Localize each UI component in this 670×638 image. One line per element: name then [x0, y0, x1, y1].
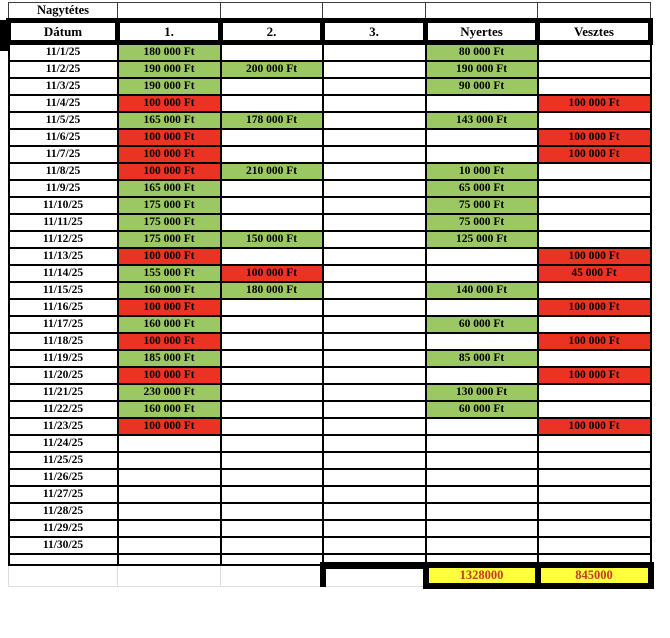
bet1-cell[interactable]: 230 000 Ft	[118, 384, 221, 401]
table-row	[9, 503, 651, 520]
bet2-cell[interactable]	[221, 503, 323, 520]
sheet-title-cell[interactable]: Nagytétes	[9, 3, 118, 21]
vesztes-cell[interactable]	[538, 214, 651, 231]
nyertes-cell[interactable]: 65 000 Ft	[426, 180, 538, 197]
vesztes-cell[interactable]	[538, 61, 651, 78]
column-header-datum[interactable]: Dátum	[9, 21, 118, 43]
bet1-cell[interactable]: 155 000 Ft	[118, 265, 221, 282]
vesztes-cell[interactable]	[538, 452, 651, 469]
date-cell[interactable]: 11/15/25	[9, 282, 118, 299]
bet1-cell[interactable]	[118, 520, 221, 537]
bet1-cell[interactable]: 100 000 Ft	[118, 163, 221, 180]
table-row	[9, 282, 651, 299]
empty-cell[interactable]	[9, 554, 118, 565]
empty-cell[interactable]	[426, 554, 538, 565]
bet2-cell[interactable]	[221, 78, 323, 95]
vesztes-cell[interactable]: 100 000 Ft	[538, 95, 651, 112]
nyertes-cell[interactable]: 90 000 Ft	[426, 78, 538, 95]
vesztes-cell[interactable]	[538, 435, 651, 452]
bet3-cell[interactable]	[323, 95, 426, 112]
table-row	[9, 469, 651, 486]
date-cell[interactable]: 11/7/25	[9, 146, 118, 163]
nyertes-cell[interactable]	[426, 486, 538, 503]
total-win-cell[interactable]: 1328000	[426, 565, 538, 586]
bet1-cell[interactable]: 165 000 Ft	[118, 180, 221, 197]
nyertes-cell[interactable]: 140 000 Ft	[426, 282, 538, 299]
nyertes-cell[interactable]	[426, 418, 538, 435]
table-row	[9, 197, 651, 214]
date-cell[interactable]: 11/8/25	[9, 163, 118, 180]
empty-cell[interactable]	[118, 3, 221, 21]
nyertes-cell[interactable]: 75 000 Ft	[426, 214, 538, 231]
bet3-cell[interactable]	[323, 316, 426, 333]
vesztes-cell[interactable]: 100 000 Ft	[538, 367, 651, 384]
bet1-cell[interactable]	[118, 469, 221, 486]
table-row	[9, 129, 651, 146]
date-cell[interactable]: 11/25/25	[9, 452, 118, 469]
nyertes-cell[interactable]: 85 000 Ft	[426, 350, 538, 367]
bet3-cell[interactable]	[323, 61, 426, 78]
table-row	[9, 401, 651, 418]
nyertes-cell[interactable]	[426, 95, 538, 112]
date-cell[interactable]: 11/4/25	[9, 95, 118, 112]
table-row	[9, 146, 651, 163]
vesztes-cell[interactable]	[538, 231, 651, 248]
date-cell[interactable]: 11/24/25	[9, 435, 118, 452]
bet2-cell[interactable]	[221, 43, 323, 62]
vesztes-cell[interactable]: 100 000 Ft	[538, 129, 651, 146]
nyertes-cell[interactable]	[426, 452, 538, 469]
vesztes-cell[interactable]: 100 000 Ft	[538, 418, 651, 435]
column-header-nyertes[interactable]: Nyertes	[426, 21, 538, 43]
bet1-cell[interactable]: 160 000 Ft	[118, 401, 221, 418]
bet3-cell[interactable]	[323, 418, 426, 435]
vesztes-cell[interactable]	[538, 469, 651, 486]
nyertes-cell[interactable]	[426, 520, 538, 537]
table-row	[9, 180, 651, 197]
vesztes-cell[interactable]	[538, 282, 651, 299]
bet3-cell[interactable]	[323, 503, 426, 520]
empty-cell[interactable]	[538, 3, 651, 21]
bet3-cell[interactable]	[323, 384, 426, 401]
date-cell[interactable]: 11/17/25	[9, 316, 118, 333]
empty-cell[interactable]	[538, 554, 651, 565]
nyertes-cell[interactable]	[426, 333, 538, 350]
empty-cell[interactable]	[221, 554, 323, 565]
bet3-cell[interactable]	[323, 129, 426, 146]
bet1-cell[interactable]: 175 000 Ft	[118, 214, 221, 231]
bet1-cell[interactable]: 100 000 Ft	[118, 418, 221, 435]
empty-cell[interactable]	[323, 3, 426, 21]
nyertes-cell[interactable]	[426, 469, 538, 486]
bet3-cell[interactable]	[323, 299, 426, 316]
column-header-vesztes[interactable]: Vesztes	[538, 21, 651, 43]
bet1-cell[interactable]: 175 000 Ft	[118, 197, 221, 214]
column-header-bet1[interactable]: 1.	[118, 21, 221, 43]
nyertes-cell[interactable]	[426, 503, 538, 520]
date-cell[interactable]: 11/21/25	[9, 384, 118, 401]
date-cell[interactable]: 11/2/25	[9, 61, 118, 78]
bet2-cell[interactable]	[221, 333, 323, 350]
vesztes-cell[interactable]: 100 000 Ft	[538, 146, 651, 163]
bet3-cell[interactable]	[323, 265, 426, 282]
table-row	[9, 435, 651, 452]
vesztes-cell[interactable]	[538, 520, 651, 537]
bet3-cell[interactable]	[323, 350, 426, 367]
date-cell[interactable]: 11/30/25	[9, 537, 118, 554]
bet2-cell[interactable]	[221, 248, 323, 265]
empty-cell[interactable]	[9, 565, 118, 586]
title-row	[9, 3, 651, 21]
bet1-cell[interactable]: 100 000 Ft	[118, 95, 221, 112]
date-cell[interactable]: 11/19/25	[9, 350, 118, 367]
bet2-cell[interactable]: 178 000 Ft	[221, 112, 323, 129]
bet2-cell[interactable]	[221, 367, 323, 384]
nyertes-cell[interactable]: 75 000 Ft	[426, 197, 538, 214]
nyertes-cell[interactable]: 60 000 Ft	[426, 316, 538, 333]
bet2-cell[interactable]: 200 000 Ft	[221, 61, 323, 78]
bet1-cell[interactable]: 160 000 Ft	[118, 282, 221, 299]
vesztes-cell[interactable]	[538, 384, 651, 401]
bet3-cell[interactable]	[323, 180, 426, 197]
nyertes-cell[interactable]	[426, 435, 538, 452]
nyertes-cell[interactable]	[426, 146, 538, 163]
date-cell[interactable]: 11/28/25	[9, 503, 118, 520]
vesztes-cell[interactable]	[538, 43, 651, 62]
bet1-cell[interactable]: 100 000 Ft	[118, 248, 221, 265]
vesztes-cell[interactable]	[538, 503, 651, 520]
bet2-cell[interactable]: 210 000 Ft	[221, 163, 323, 180]
date-cell[interactable]: 11/10/25	[9, 197, 118, 214]
date-cell[interactable]: 11/23/25	[9, 418, 118, 435]
table-row	[9, 95, 651, 112]
table-row	[9, 265, 651, 282]
bet1-cell[interactable]: 160 000 Ft	[118, 316, 221, 333]
bet3-cell[interactable]	[323, 435, 426, 452]
nyertes-cell[interactable]	[426, 537, 538, 554]
bet3-cell[interactable]	[323, 486, 426, 503]
bet1-cell[interactable]: 175 000 Ft	[118, 231, 221, 248]
bet2-cell[interactable]	[221, 401, 323, 418]
empty-cell[interactable]	[118, 565, 221, 586]
vesztes-cell[interactable]: 100 000 Ft	[538, 333, 651, 350]
bet2-cell[interactable]	[221, 486, 323, 503]
bet1-cell[interactable]: 100 000 Ft	[118, 367, 221, 384]
bet3-cell[interactable]	[323, 452, 426, 469]
bet2-cell[interactable]	[221, 350, 323, 367]
bet1-cell[interactable]	[118, 452, 221, 469]
date-cell[interactable]: 11/29/25	[9, 520, 118, 537]
bet2-cell[interactable]	[221, 537, 323, 554]
nyertes-cell[interactable]	[426, 367, 538, 384]
bet3-cell[interactable]	[323, 401, 426, 418]
bet1-cell[interactable]: 190 000 Ft	[118, 61, 221, 78]
bet3-cell[interactable]	[323, 214, 426, 231]
date-cell[interactable]: 11/16/25	[9, 299, 118, 316]
bet3-cell[interactable]	[323, 537, 426, 554]
nyertes-cell[interactable]: 190 000 Ft	[426, 61, 538, 78]
table-row	[9, 333, 651, 350]
date-cell[interactable]: 11/5/25	[9, 112, 118, 129]
bet2-cell[interactable]	[221, 452, 323, 469]
bet2-cell[interactable]	[221, 316, 323, 333]
table-row	[9, 316, 651, 333]
date-cell[interactable]: 11/20/25	[9, 367, 118, 384]
bet1-cell[interactable]: 100 000 Ft	[118, 333, 221, 350]
bet3-cell[interactable]	[323, 333, 426, 350]
date-cell[interactable]: 11/1/25	[9, 43, 118, 62]
table-row	[9, 367, 651, 384]
table-row	[9, 418, 651, 435]
bet2-cell[interactable]	[221, 180, 323, 197]
date-cell[interactable]: 11/14/25	[9, 265, 118, 282]
vesztes-cell[interactable]	[538, 197, 651, 214]
bet2-cell[interactable]	[221, 146, 323, 163]
nyertes-cell[interactable]	[426, 129, 538, 146]
date-cell[interactable]: 11/13/25	[9, 248, 118, 265]
bet2-cell[interactable]	[221, 95, 323, 112]
vesztes-cell[interactable]	[538, 78, 651, 95]
table-row	[9, 163, 651, 180]
bet3-cell[interactable]	[323, 78, 426, 95]
empty-cell[interactable]	[426, 3, 538, 21]
bet2-cell[interactable]	[221, 435, 323, 452]
bet2-cell[interactable]: 150 000 Ft	[221, 231, 323, 248]
bet1-cell[interactable]	[118, 537, 221, 554]
vesztes-cell[interactable]	[538, 112, 651, 129]
bet2-cell[interactable]: 100 000 Ft	[221, 265, 323, 282]
header-left-bar	[0, 20, 9, 51]
date-cell[interactable]: 11/9/25	[9, 180, 118, 197]
total-lose-cell[interactable]: 845000	[538, 565, 651, 586]
bet2-cell[interactable]: 180 000 Ft	[221, 282, 323, 299]
bet2-cell[interactable]	[221, 469, 323, 486]
vesztes-cell[interactable]: 100 000 Ft	[538, 299, 651, 316]
table-row	[9, 78, 651, 95]
bet3-cell[interactable]	[323, 367, 426, 384]
table-row	[9, 520, 651, 537]
bet2-cell[interactable]	[221, 129, 323, 146]
date-cell[interactable]: 11/11/25	[9, 214, 118, 231]
totals-frame-cell[interactable]	[323, 565, 426, 586]
bet3-cell[interactable]	[323, 146, 426, 163]
nyertes-cell[interactable]: 143 000 Ft	[426, 112, 538, 129]
nyertes-cell[interactable]: 125 000 Ft	[426, 231, 538, 248]
table-row	[9, 248, 651, 265]
table-body	[9, 43, 651, 555]
spreadsheet	[6, 2, 654, 589]
empty-cell[interactable]	[118, 554, 221, 565]
bet2-cell[interactable]	[221, 299, 323, 316]
table-row	[9, 112, 651, 129]
nyertes-cell[interactable]	[426, 248, 538, 265]
vesztes-cell[interactable]	[538, 537, 651, 554]
totals-row	[9, 565, 651, 586]
table-row	[9, 61, 651, 78]
date-cell[interactable]: 11/3/25	[9, 78, 118, 95]
table-row	[9, 384, 651, 401]
table-row	[9, 350, 651, 367]
table-row	[9, 231, 651, 248]
bet1-cell[interactable]	[118, 503, 221, 520]
vesztes-cell[interactable]	[538, 486, 651, 503]
bet3-cell[interactable]	[323, 231, 426, 248]
bet1-cell[interactable]: 190 000 Ft	[118, 78, 221, 95]
bet1-cell[interactable]: 100 000 Ft	[118, 129, 221, 146]
nyertes-cell[interactable]: 60 000 Ft	[426, 401, 538, 418]
bet2-cell[interactable]	[221, 520, 323, 537]
column-header-bet2[interactable]: 2.	[221, 21, 323, 43]
nyertes-cell[interactable]: 130 000 Ft	[426, 384, 538, 401]
vesztes-cell[interactable]	[538, 180, 651, 197]
bet1-cell[interactable]: 100 000 Ft	[118, 146, 221, 163]
table-row	[9, 452, 651, 469]
table-row	[9, 486, 651, 503]
column-header-bet3[interactable]: 3.	[323, 21, 426, 43]
vesztes-cell[interactable]	[538, 316, 651, 333]
nyertes-cell[interactable]	[426, 265, 538, 282]
bet3-cell[interactable]	[323, 282, 426, 299]
bet1-cell[interactable]	[118, 486, 221, 503]
bet2-cell[interactable]	[221, 384, 323, 401]
bet3-cell[interactable]	[323, 112, 426, 129]
empty-cell[interactable]	[221, 3, 323, 21]
date-cell[interactable]: 11/26/25	[9, 469, 118, 486]
table-row	[9, 43, 651, 62]
empty-cell[interactable]	[221, 565, 323, 586]
bet3-cell[interactable]	[323, 197, 426, 214]
bet-table	[6, 2, 654, 589]
bet3-cell[interactable]	[323, 469, 426, 486]
bet3-cell[interactable]	[323, 248, 426, 265]
date-cell[interactable]: 11/27/25	[9, 486, 118, 503]
nyertes-cell[interactable]: 10 000 Ft	[426, 163, 538, 180]
bet2-cell[interactable]	[221, 197, 323, 214]
table-row	[9, 214, 651, 231]
date-cell[interactable]: 11/6/25	[9, 129, 118, 146]
bet3-cell[interactable]	[323, 520, 426, 537]
bet2-cell[interactable]	[221, 214, 323, 231]
vesztes-cell[interactable]	[538, 163, 651, 180]
date-cell[interactable]: 11/12/25	[9, 231, 118, 248]
empty-cell[interactable]	[323, 554, 426, 565]
bet1-cell[interactable]	[118, 435, 221, 452]
bet2-cell[interactable]	[221, 418, 323, 435]
vesztes-cell[interactable]	[538, 401, 651, 418]
bet1-cell[interactable]: 100 000 Ft	[118, 299, 221, 316]
table-header-row	[9, 21, 651, 43]
bet3-cell[interactable]	[323, 43, 426, 62]
date-cell[interactable]: 11/22/25	[9, 401, 118, 418]
table-row	[9, 299, 651, 316]
spacer-row	[9, 554, 651, 565]
bet1-cell[interactable]: 180 000 Ft	[118, 43, 221, 62]
date-cell[interactable]: 11/18/25	[9, 333, 118, 350]
vesztes-cell[interactable]	[538, 350, 651, 367]
vesztes-cell[interactable]: 100 000 Ft	[538, 248, 651, 265]
nyertes-cell[interactable]	[426, 299, 538, 316]
bet1-cell[interactable]: 165 000 Ft	[118, 112, 221, 129]
vesztes-cell[interactable]: 45 000 Ft	[538, 265, 651, 282]
bet3-cell[interactable]	[323, 163, 426, 180]
bet1-cell[interactable]: 185 000 Ft	[118, 350, 221, 367]
table-row	[9, 537, 651, 554]
nyertes-cell[interactable]: 80 000 Ft	[426, 43, 538, 62]
